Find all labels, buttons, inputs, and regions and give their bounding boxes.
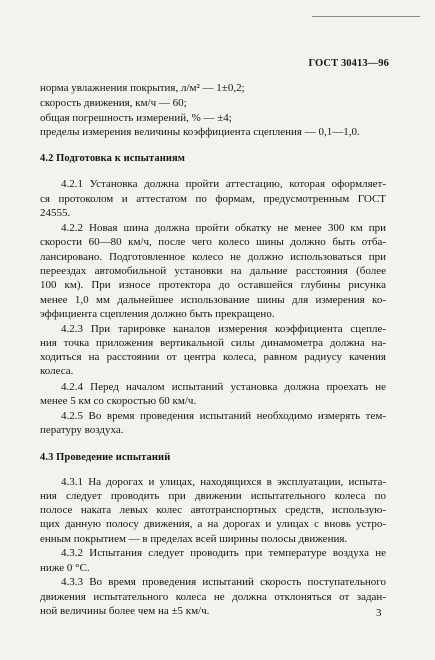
- param-line: пределы измерения величины коэффициента сцепления — 0,1—1,0.: [40, 126, 360, 138]
- section-heading-4-3: 4.3 Проведение испытаний: [40, 452, 171, 463]
- paragraph-line: лансировано. Подготовленное колесо не должно использоваться при: [40, 251, 386, 263]
- paragraph-line: менее 5 км со скоростью 60 км/ч.: [40, 395, 197, 407]
- paragraph-line: 4.3.1 На дорогах и улицах, находящихся в эксплуатации, испыта-: [61, 476, 386, 488]
- paragraph-line: ния точка приложения вертикальной силы динамометра должна на-: [40, 337, 386, 349]
- paragraph-line: 4.2.5 Во время проведения испытаний необходимо измерять тем-: [61, 410, 386, 422]
- paragraph-line: 4.2.1 Установка должна пройти аттестацию, которая оформляет-: [61, 178, 386, 190]
- paragraph-line: полосе наката левых колес автотранспортных средств, использую-: [40, 504, 386, 516]
- paragraph-line: енным покрытием — в пределах всей ширины полосы движения.: [40, 533, 348, 545]
- paragraph-line: 4.3.3 Во время проведения испытаний скорость поступательного: [61, 576, 386, 588]
- paragraph-line: 4.2.3 При тарировке каналов измерения коэффициента сцепле-: [61, 323, 386, 335]
- paragraph-line: ниже 0 °С.: [40, 562, 90, 574]
- paragraph-line: движения испытательного колеса не должна отклоняться от задан-: [40, 591, 386, 603]
- paragraph-line: ния следует проводить при движении испытательного колеса по: [40, 490, 386, 502]
- paragraph-line: ходиться на расстоянии от центра колеса, равном радиусу качения: [40, 351, 386, 363]
- paragraph-line: скорости 60—80 км/ч, после чего колесо шины должно быть отба-: [40, 236, 386, 248]
- param-line: норма увлажнения покрытия, л/м² — 1±0,2;: [40, 82, 245, 94]
- section-heading-4-2: 4.2 Подготовка к испытаниям: [40, 153, 186, 164]
- page-number: 3: [376, 607, 382, 619]
- param-line: общая погрешность измерений, % — ±4;: [40, 112, 232, 124]
- paragraph-line: 24555.: [40, 207, 71, 219]
- paragraph-line: 100 км). При износе протектора до оставшейся глубины рисунка: [40, 279, 386, 291]
- document-code: ГОСТ 30413—96: [308, 58, 389, 69]
- paragraph-line: щих данную полосу движения, а на дорогах и улицах с вновь устро-: [40, 518, 386, 530]
- paragraph-line: эффициента сцепления должно быть прекращено.: [40, 308, 275, 320]
- paragraph-line: ся протоколом и аттестатом по формам, предусмотренным ГОСТ: [40, 193, 386, 205]
- paragraph-line: 4.3.2 Испытания следует проводить при температуре воздуха не: [61, 547, 386, 559]
- paragraph-line: ной величины более чем на ±5 км/ч.: [40, 605, 210, 617]
- paragraph-line: менее 1,0 мм дальнейшее использование шины для измерения ко-: [40, 294, 386, 306]
- paragraph-line: колеса.: [40, 365, 74, 377]
- paragraph-line: 4.2.4 Перед началом испытаний установка должна проехать не: [61, 381, 386, 393]
- paragraph-line: переездах автомобильной установки на дальние расстояния (более: [40, 265, 386, 277]
- top-rule: [312, 16, 420, 17]
- paragraph-line: пературу воздуха.: [40, 424, 124, 436]
- paragraph-line: 4.2.2 Новая шина должна пройти обкатку не менее 300 км при: [61, 222, 386, 234]
- param-line: скорость движения, км/ч — 60;: [40, 97, 187, 109]
